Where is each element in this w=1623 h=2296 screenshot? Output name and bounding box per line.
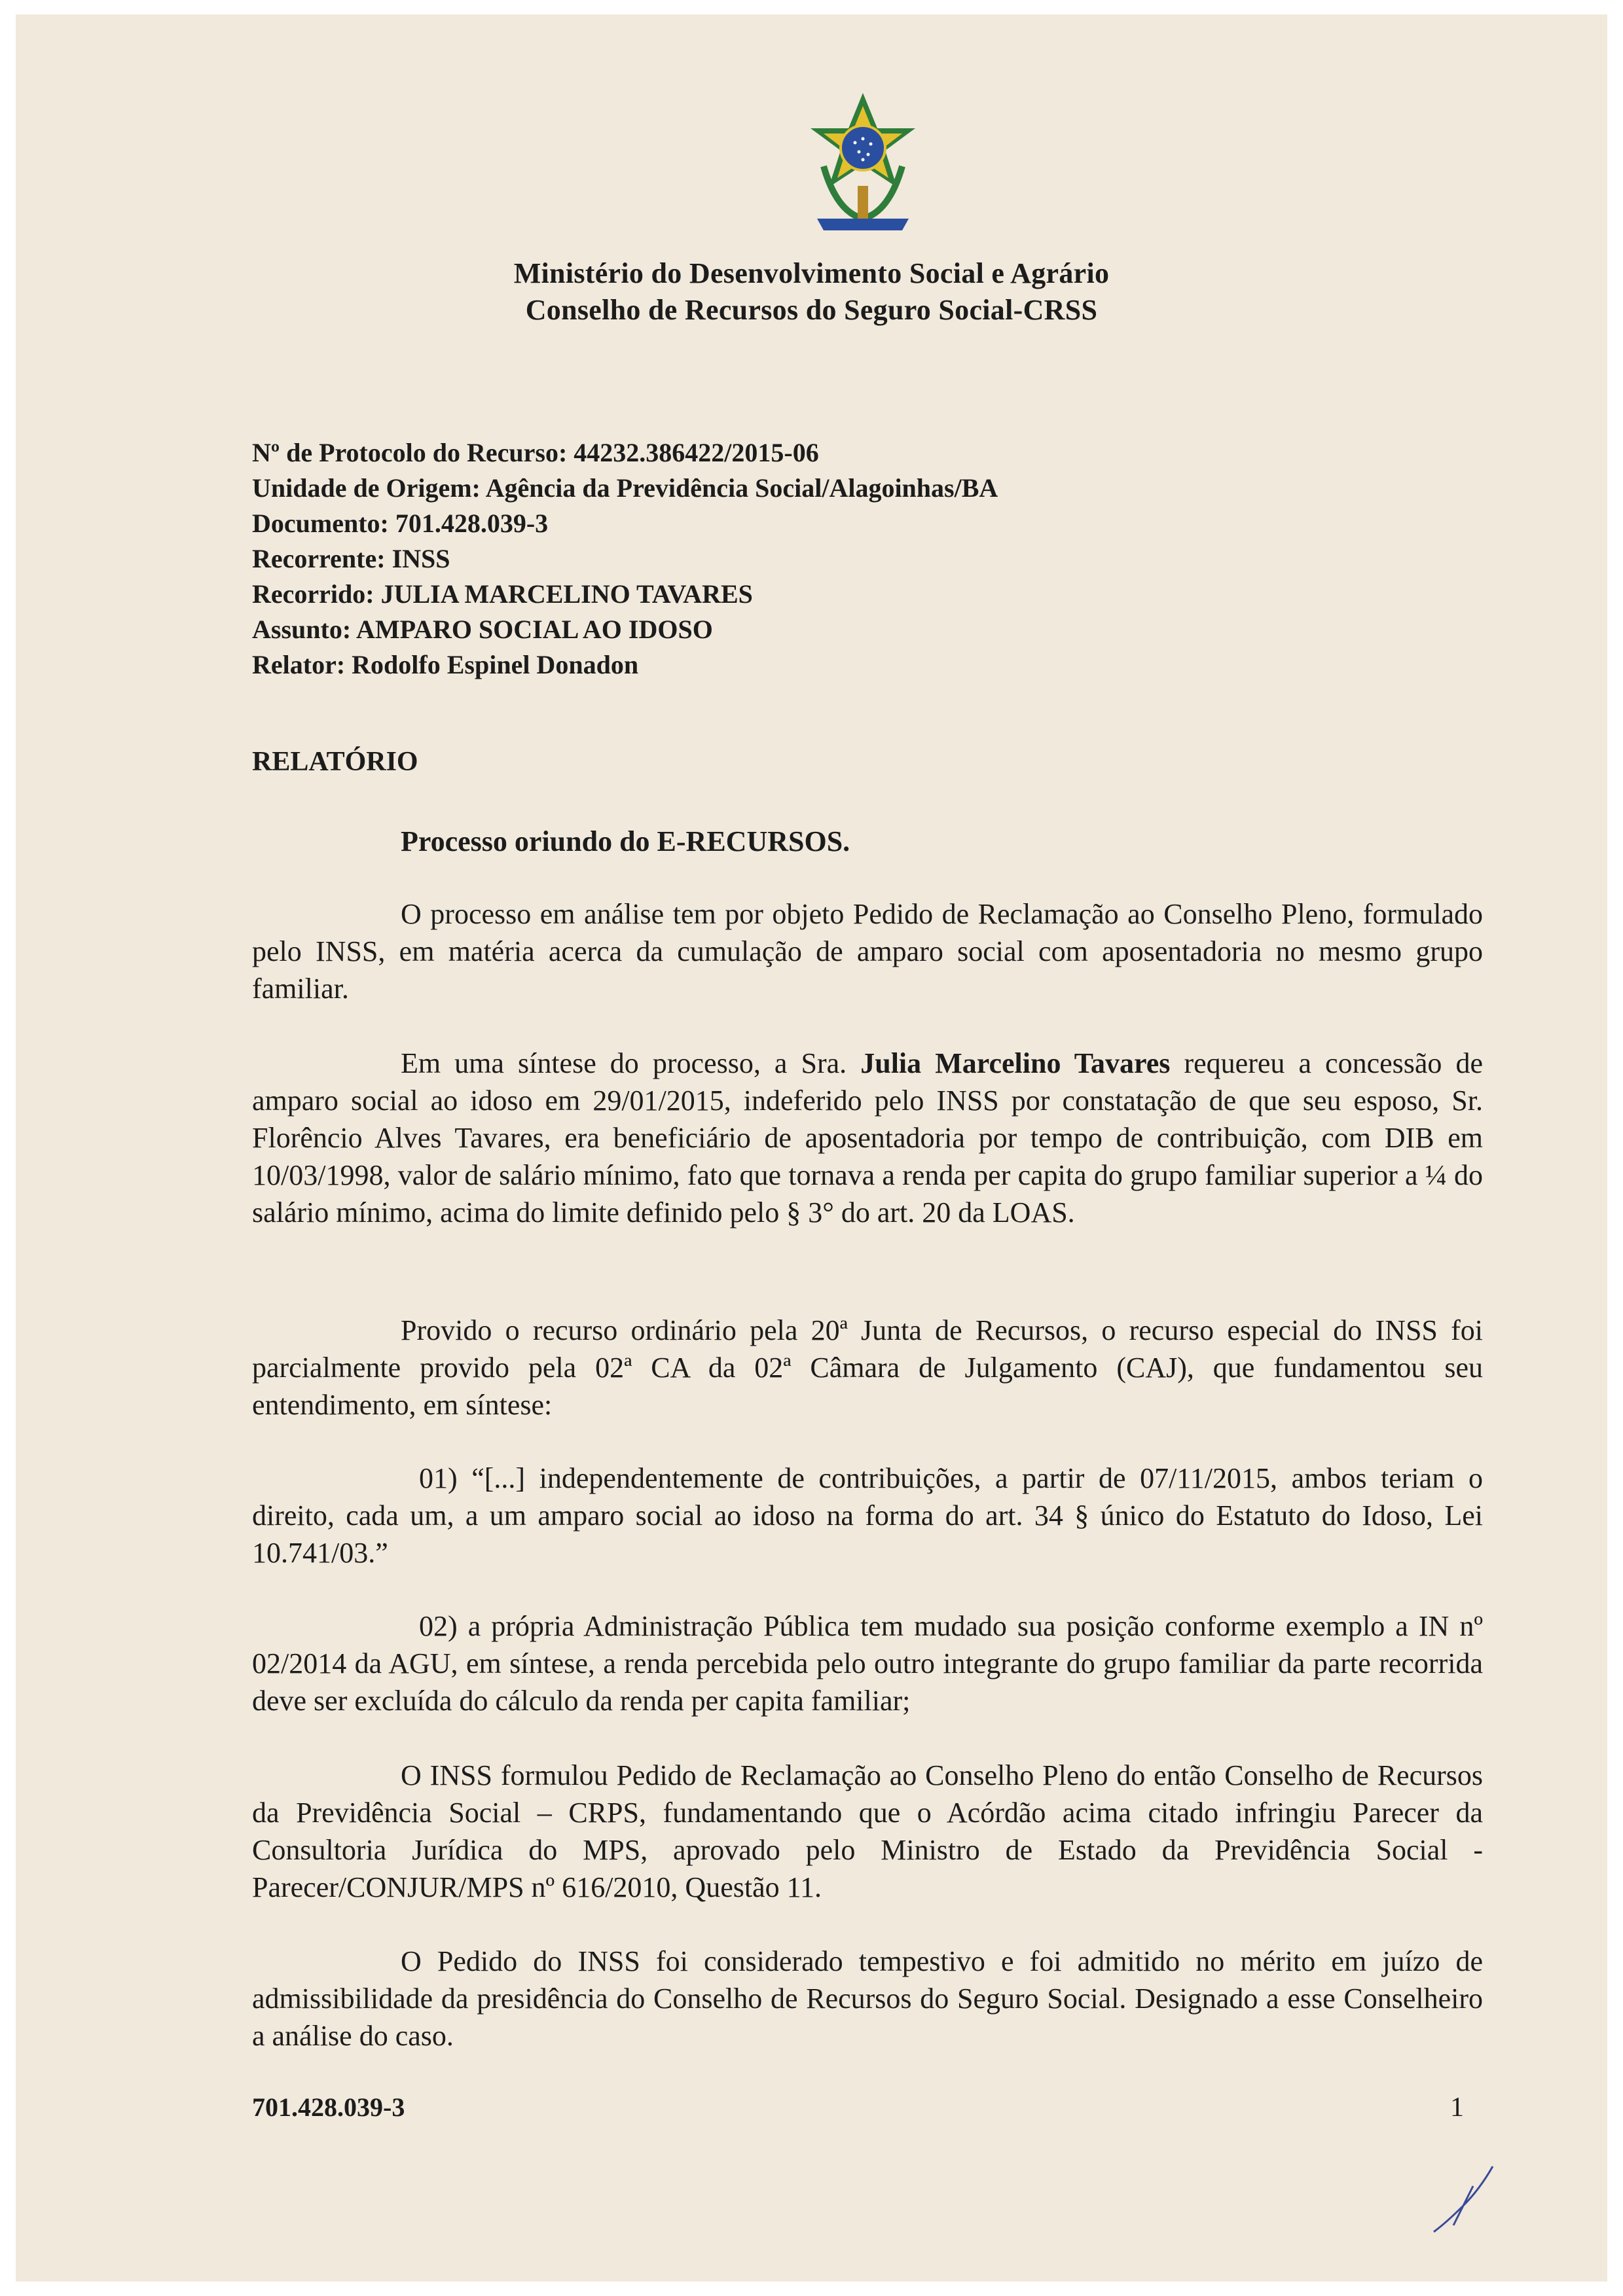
subject: Assunto: AMPARO SOCIAL AO IDOSO [252,615,713,644]
quote-item-2: 02) a própria Administração Pública tem mudado sua posição conforme exemplo a IN nº 02/2014 da AGU, em síntese, a renda percebida pelo outro integrante do grupo familiar da parte recorrida deve ser excluída do cálculo da renda per capita familiar; [252,1610,1483,1717]
protocol-number: Nº de Protocolo do Recurso: 44232.386422/2015-06 [252,438,819,467]
footer-document-number: 701.428.039-3 [252,2092,405,2122]
quote-item-1: 01) “[...] independentemente de contribuições, a partir de 07/11/2015, ambos teriam o direito, cada um, a um amparo social ao idoso na forma do art. 34 § único do Estatuto do Idoso, Lei 10.741/03.” [252,1462,1483,1569]
section-title: RELATÓRIO [252,747,418,777]
ministry-title: Ministério do Desenvolvimento Social e Agrário [513,257,1110,289]
rapporteur: Relator: Rodolfo Espinel Donadon [252,650,639,679]
paragraph-4: O INSS formulou Pedido de Reclamação ao Conselho Pleno do então Conselho de Recursos da Previdência Social – CRPS, fundamentando que o Acórdão acima citado infringiu Parecer da Consultoria Jurídica do MPS, aprovado pelo Ministro de Estado da Previdência Social - Parecer/CONJUR/MPS nº 616/2010, Questão 11. [252,1759,1483,1903]
paragraph-3: Provido o recurso ordinário pela 20ª Junta de Recursos, o recurso especial do INSS foi parcialmente provido pela 02ª CA da 02ª Câmara de Julgamento (CAJ), que fundamentou seu entendimento, em síntese: [252,1314,1483,1421]
origin-unit: Unidade de Origem: Agência da Previdência Social/Alagoinhas/BA [252,473,998,503]
council-title: Conselho de Recursos do Seguro Social-CRSS [525,294,1098,326]
claimant-name: Julia Marcelino Tavares [860,1047,1171,1079]
appellee: Recorrido: JULIA MARCELINO TAVARES [252,579,753,609]
paragraph-2: Em uma síntese do processo, a Sra. Julia Marcelino Tavares requereu a concessão de amparo social ao idoso em 29/01/2015, indeferido pelo INSS por constatação de que seu esposo, Sr. Florêncio Alves Tavares, era beneficiário de aposentadoria por tempo de contribuição, com DIB em 10/03/1998, valor de salário mínimo, fato que tornava a renda per capita do grupo familiar superior a ¼ do salário mínimo, acima do limite definido pelo § 3° do art. 20 da LOAS. [252,1047,1484,1229]
subtitle: Processo oriundo do E-RECURSOS. [401,825,850,857]
page-number: 1 [1450,2092,1464,2123]
document-number: Documento: 701.428.039-3 [252,509,549,538]
paragraph-1: O processo em análise tem por objeto Pedido de Reclamação ao Conselho Pleno, formulado pelo INSS, em matéria acerca da cumulação de amparo social com aposentadoria no mesmo grupo familiar. [252,898,1483,1005]
paragraph-5: O Pedido do INSS foi considerado tempestivo e foi admitido no mérito em juízo de admissibilidade da presidência do Conselho de Recursos do Seguro Social. Designado a esse Conselheiro a análise do caso. [252,1945,1483,2052]
signature-initials-icon [1427,2160,1506,2238]
appellant: Recorrente: INSS [252,544,450,573]
coat-of-arms-icon [797,88,928,238]
